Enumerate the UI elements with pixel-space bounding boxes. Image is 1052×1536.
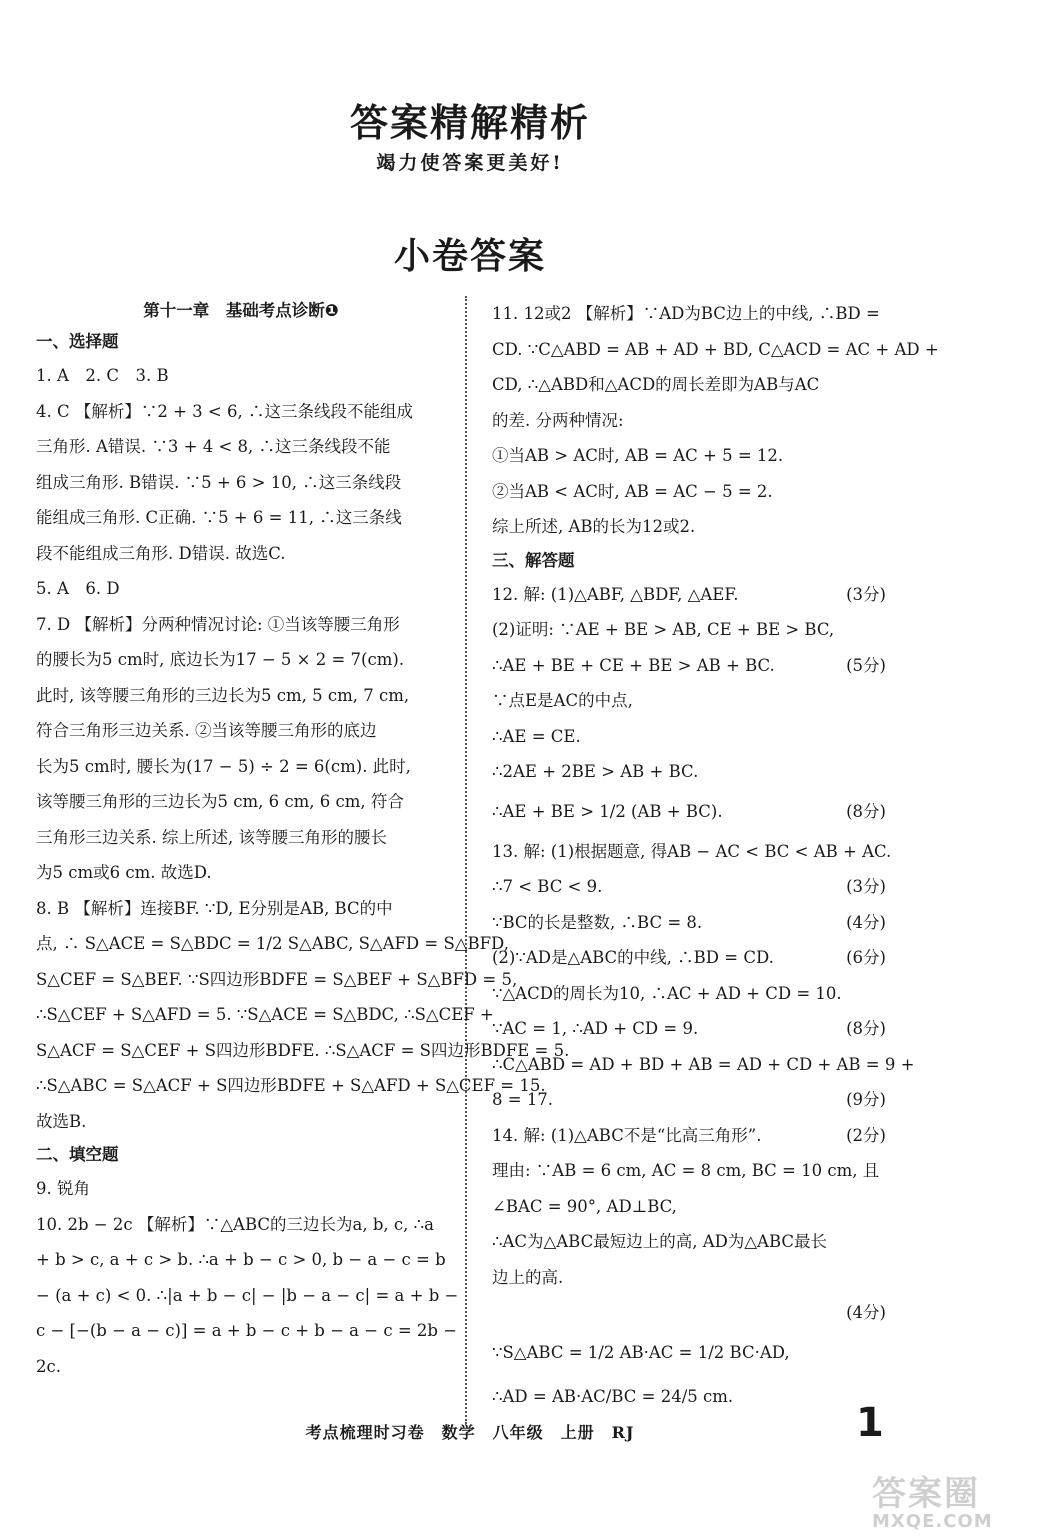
answer-line: 长为5 cm时, 腰长为(17 − 5) ÷ 2 = 6(cm). 此时, bbox=[36, 756, 411, 776]
answer-line: ②当AB < AC时, AB = AC − 5 = 2. bbox=[492, 481, 773, 501]
score-label: (8分) bbox=[846, 801, 886, 821]
answer-line: 5. A 6. D bbox=[36, 579, 120, 598]
page-subtitle: 竭力使答案更美好! bbox=[376, 152, 564, 174]
answer-line: 符合三角形三边关系. ②当该等腰三角形的底边 bbox=[36, 721, 377, 740]
score-label: (4分) bbox=[846, 912, 886, 932]
answer-line bbox=[492, 577, 892, 613]
answer-line: 三角形. A错误. ∵3 + 4 < 8, ∴这三条线段不能 bbox=[36, 437, 391, 456]
answer-line: ∴S△CEF + S△AFD = 5. ∵S△ACE = S△BDC, ∴S△CEF + bbox=[36, 1005, 494, 1024]
answer-line: 11. 12或2 【解析】∵AD为BC边上的中线, ∴BD = bbox=[492, 304, 880, 323]
section-title: 小卷答案 bbox=[393, 236, 546, 277]
answer-text: ∴7 < BC < 9. bbox=[492, 877, 603, 896]
answer-line bbox=[492, 719, 892, 755]
answer-block-solve bbox=[492, 577, 915, 1419]
answer-line: S△ACF = S△CEF + S四边形BDFE. ∴S△ACF = S四边形BDFE = 5. bbox=[36, 1040, 570, 1060]
page-number: 1 bbox=[856, 1400, 884, 1446]
answer-text: ∴AE = CE. bbox=[492, 726, 581, 746]
answer-line: 三角形三边关系. 综上所述, 该等腰三角形的腰长 bbox=[36, 827, 387, 847]
answer-line: 的差. 分两种情况: bbox=[492, 410, 624, 430]
answer-line bbox=[492, 648, 892, 684]
score-label: (8分) bbox=[846, 1019, 886, 1038]
answer-line: 1. A 2. C 3. B bbox=[36, 366, 169, 385]
answer-line: 2c. bbox=[36, 1356, 61, 1376]
score-label: (2分) bbox=[846, 1125, 886, 1145]
answer-line bbox=[492, 869, 892, 905]
score-label: (4分) bbox=[846, 1303, 886, 1322]
score-label: (6分) bbox=[846, 948, 886, 967]
footer-text: 考点梳理时习卷 数学 八年级 上册 RJ bbox=[305, 1423, 635, 1442]
score-label: (3分) bbox=[846, 877, 886, 896]
answer-line bbox=[492, 1331, 892, 1375]
answer-line bbox=[492, 940, 892, 976]
answer-line: − (a + c) < 0. ∴|a + b − c| − |b − a − c| = a + b − bbox=[36, 1285, 459, 1305]
answer-line: 能组成三角形. C正确. ∵5 + 6 = 11, ∴这三条线 bbox=[36, 508, 402, 527]
answer-line: 7. D 【解析】分两种情况讨论: ①当该等腰三角形 bbox=[36, 614, 400, 634]
answer-line: 此时, 该等腰三角形的三边长为5 cm, 5 cm, 7 cm, bbox=[36, 685, 410, 705]
answer-line: + b > c, a + c > b. ∴a + b − c > 0, b − a − c = b bbox=[36, 1250, 446, 1269]
answer-line bbox=[492, 905, 892, 941]
answer-line: 故选B. bbox=[36, 1111, 87, 1131]
answer-text: ∴2AE + 2BE > AB + BC. bbox=[492, 762, 699, 781]
answer-text: 理由: ∵AB = 6 cm, AC = 8 cm, BC = 10 cm, 且 bbox=[492, 1161, 880, 1180]
answer-text: ∵BC的长是整数, ∴BC = 8. bbox=[492, 912, 703, 932]
answer-line: ①当AB > AC时, AB = AC + 5 = 12. bbox=[492, 446, 784, 465]
answer-text: ∴AE + BE + CE + BE > AB + BC. bbox=[492, 655, 775, 675]
answer-text: 14. 解: (1)△ABC不是“比高三角形”. bbox=[492, 1125, 762, 1145]
answer-line bbox=[492, 1082, 892, 1118]
section-heading-solve: 三、解答题 bbox=[492, 550, 575, 570]
answer-line: 8. B 【解析】连接BF. ∵D, E分别是AB, BC的中 bbox=[36, 898, 393, 918]
answer-text: 8 = 17. bbox=[492, 1090, 554, 1109]
section-heading-fill: 二、填空题 bbox=[36, 1145, 119, 1164]
score-label: (9分) bbox=[846, 1090, 886, 1109]
answer-line bbox=[492, 612, 892, 648]
answer-line bbox=[492, 834, 892, 870]
answer-text: ∴AC为△ABC最短边上的高, AD为△ABC最长 bbox=[492, 1232, 827, 1251]
answer-line bbox=[492, 1189, 892, 1225]
answer-line: 为5 cm或6 cm. 故选D. bbox=[36, 863, 212, 882]
answer-line: 点, ∴ S△ACE = S△BDC = 1/2 S△ABC, S△AFD = S△BFD, bbox=[36, 934, 509, 953]
answer-line: 组成三角形. B错误. ∵5 + 6 > 10, ∴这三条线段 bbox=[36, 472, 402, 492]
column-divider bbox=[465, 296, 467, 1424]
answer-line: CD. ∵C△ABD = AB + AD + BD, C△ACD = AC + AD + bbox=[492, 339, 939, 359]
right-column bbox=[492, 296, 939, 1419]
answer-block-q11 bbox=[492, 296, 939, 545]
answer-block-fill bbox=[36, 1171, 459, 1384]
answer-line: 段不能组成三角形. D错误. 故选C. bbox=[36, 543, 286, 563]
answer-line bbox=[492, 1224, 892, 1260]
answer-line bbox=[492, 976, 892, 1012]
answer-line bbox=[492, 1260, 892, 1296]
score-label: (5分) bbox=[846, 655, 886, 675]
answer-line: 4. C 【解析】∵2 + 3 < 6, ∴这三条线段不能组成 bbox=[36, 401, 413, 421]
answer-text: (2)证明: ∵AE + BE > AB, CE + BE > BC, bbox=[492, 620, 835, 639]
section-heading-choice: 一、选择题 bbox=[36, 332, 119, 351]
answer-line: ∴S△ABC = S△ACF + S四边形BDFE + S△AFD + S△CEF = 15. bbox=[36, 1076, 546, 1095]
score-label: (3分) bbox=[846, 584, 886, 604]
answer-text: ∵点E是AC的中点, bbox=[492, 691, 633, 710]
watermark-url: MXQE.COM bbox=[872, 1511, 993, 1532]
answer-text: ∵△ACD的周长为10, ∴AC + AD + CD = 10. bbox=[492, 983, 842, 1003]
chapter-heading: 第十一章 基础考点诊断❶ bbox=[143, 301, 339, 320]
answer-line: 10. 2b − 2c 【解析】∵△ABC的三边长为a, b, c, ∴a bbox=[36, 1214, 434, 1234]
answer-text: ∴C△ABD = AD + BD + AB = AD + CD + AB = 9 + bbox=[492, 1054, 915, 1074]
answer-line: S△CEF = S△BEF. ∵S四边形BDFE = S△BEF + S△BFD = 5, bbox=[36, 969, 518, 989]
answer-text: ∴AD = AB·AC/BC = 24/5 cm. bbox=[492, 1386, 734, 1406]
answer-text: ∠BAC = 90°, AD⊥BC, bbox=[492, 1196, 677, 1216]
answer-text: ∵AC = 1, ∴AD + CD = 9. bbox=[492, 1019, 699, 1038]
answer-text: ∴AE + BE > 1/2 (AB + BC). bbox=[492, 801, 723, 821]
answer-line bbox=[492, 1011, 892, 1047]
page-title: 答案精解精析 bbox=[349, 101, 590, 145]
watermark-logo bbox=[872, 1466, 1050, 1534]
answer-text: ∵S△ABC = 1/2 AB·AC = 1/2 BC·AD, bbox=[492, 1342, 790, 1362]
answer-line: 的腰长为5 cm时, 底边长为17 − 5 × 2 = 7(cm). bbox=[36, 650, 405, 669]
answer-line: 该等腰三角形的三边长为5 cm, 6 cm, 6 cm, 符合 bbox=[36, 792, 404, 811]
answer-line bbox=[492, 790, 892, 834]
answer-line: c − [−(b − a − c)] = a + b − c + b − a − c = 2b − bbox=[36, 1321, 458, 1340]
answer-line bbox=[492, 683, 892, 719]
answer-line bbox=[492, 1375, 892, 1419]
answer-text: 13. 解: (1)根据题意, 得AB − AC < BC < AB + AC. bbox=[492, 841, 892, 861]
answer-line bbox=[492, 754, 892, 790]
answer-line: 综上所述, AB的长为12或2. bbox=[492, 517, 696, 536]
answer-line bbox=[492, 1295, 892, 1331]
answer-text: 12. 解: (1)△ABF, △BDF, △AEF. bbox=[492, 584, 739, 604]
answer-line: 9. 锐角 bbox=[36, 1179, 90, 1198]
answer-line bbox=[492, 1047, 915, 1083]
answer-text: (2)∵AD是△ABC的中线, ∴BD = CD. bbox=[492, 948, 774, 967]
answer-line bbox=[492, 1153, 892, 1189]
answer-line bbox=[492, 1118, 892, 1154]
answer-line: CD, ∴△ABD和△ACD的周长差即为AB与AC bbox=[492, 375, 820, 394]
answer-text: 边上的高. bbox=[492, 1267, 564, 1287]
watermark-text: 答案圈 bbox=[872, 1474, 980, 1514]
